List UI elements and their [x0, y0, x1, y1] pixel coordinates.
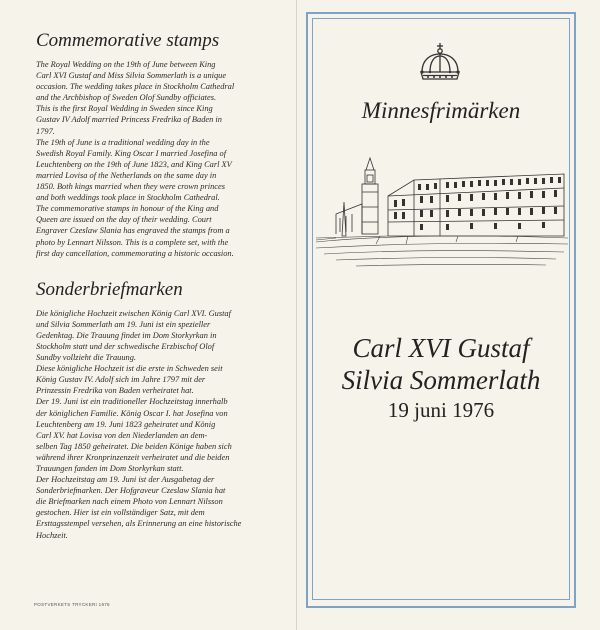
royal-names [306, 332, 576, 396]
royal-crown-icon [416, 42, 464, 84]
english-text: The Royal Wedding on the 19th of June between King Carl XVI Gustaf and Miss Silvia Sommerlath is a unique occasion. The wedding takes place in Stockholm Cathedral and the Archbishop of Sweden Olof Sundby officiates. This is the first Royal Wedding in Sweden since King Gustav IV Adolf married Princess Fredrika of Baden in 1797. The 19th of June is a traditional wedding day in the Swedish Royal Family. King Oscar I married Josefina of Leuchtenberg on the 19th of June 1823, and King Carl XV married Lovisa of the Netherlands on the same day in 1850. Both kings married when they were crown princes and both weddings took place in Stockholm Cathedral. The commemorative stamps in honour of the King and Queen are issued on the day of their wedding. Court Engraver Czeslaw Slania has engraved the stamps from a photo by Lennart Nilsson. This is a complete set, with the first day cancellation, commemorating a historic occasion. [36, 60, 235, 258]
german-text: Die königliche Hochzeit zwischen König Carl XVI. Gustaf und Silvia Sommerlath am 19. Juni ist ein spezieller Gedenktag. Die Trauung findet im Dom Storkyrkan in Stockholm statt und der schwedische Erzbischof Olof Sundby vollzieht die Trauung. Diese königliche Hochzeit ist die erste in Schweden seit König Gustav IV. Adolf sich im Jahre 1797 mit der Prinzessin Fredrika von Baden verheiratet hat. Der 19. Juni ist ein traditioneller Hochzeitstag innerhalb der königlichen Familie. König Oscar I. hat Josefina von Leuchtenberg am 19. Juni 1823 geheiratet und König Carl XV. hat Lovisa von den Niederlanden an dem- selben Tag 1850 geheiratet. Die beiden Könige haben sich während ihrer Kronprinzenzeit verheiratet und die beiden Trauungen fanden im Dom Storkyrkan statt. Der Hochzeitstag am 19. Juni ist der Ausgabetag der Sonderbriefmarken. Der Hofgraveur Czeslaw Slania hat die Briefmarken nach einem Photo von Lennart Nilsson gestochen. Hier ist ein vollständiger Satz, mit dem Ersttagsstempel versehen, als Erinnerung an eine historische Hochzeit. [36, 308, 242, 540]
palace-engraving [316, 152, 568, 282]
right-page [306, 12, 576, 608]
center-fold [296, 0, 297, 630]
english-title: Commemorative stamps [36, 30, 220, 51]
german-title: Sonderbriefmarken [36, 278, 183, 300]
left-page [22, 30, 284, 620]
printer-note: POSTVERKETS TRYCKERI 1976 [34, 602, 110, 607]
stamp-heading: Minnesfrimärken [361, 98, 521, 123]
wedding-date: 19 juni 1976 [387, 398, 495, 422]
king-name: Carl XVI Gustaf [352, 333, 530, 363]
queen-name: Silvia Sommerlath [341, 365, 541, 395]
